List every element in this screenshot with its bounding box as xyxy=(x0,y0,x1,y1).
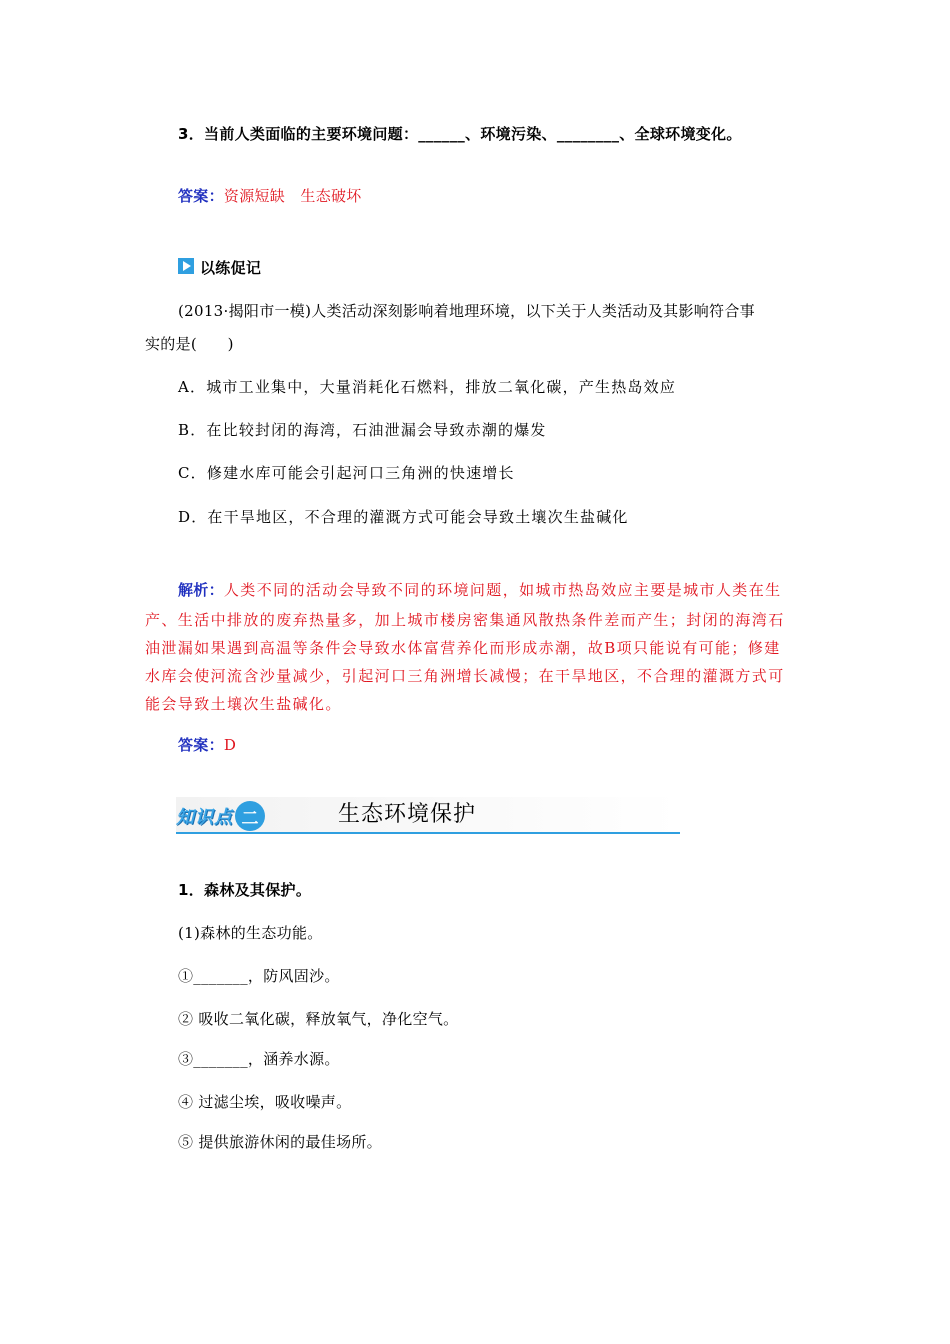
section-banner-underline xyxy=(176,832,680,834)
knowledge-point-badge xyxy=(176,801,265,831)
option-b: B．在比较封闭的海湾，石油泄漏会导致赤潮的爆发 xyxy=(178,421,547,439)
analysis-line-2: 产、生活中排放的废弃热量多，加上城市楼房密集通风散热条件差而产生；封闭的海湾石 xyxy=(145,611,785,629)
section-title: 生态环境保护 xyxy=(338,802,477,827)
practice-answer-text: D xyxy=(223,736,237,754)
option-c: C．修建水库可能会引起河口三角洲的快速增长 xyxy=(178,464,515,482)
analysis-label: 解析： xyxy=(178,581,224,599)
forest-item-2: ② 吸收二氧化碳，释放氧气，净化空气。 xyxy=(178,1010,459,1028)
forest-item-5: ⑤ 提供旅游休闲的最佳场所。 xyxy=(178,1133,382,1151)
option-a: A．城市工业集中，大量消耗化石燃料，排放二氧化碳，产生热岛效应 xyxy=(178,378,677,396)
analysis-line-5: 能会导致土壤次生盐碱化。 xyxy=(145,695,342,713)
practice-answer-label: 答案： xyxy=(178,736,224,754)
forest-item-4: ④ 过滤尘埃，吸收噪声。 xyxy=(178,1093,352,1111)
question-3: 3．当前人类面临的主要环境问题：______、环境污染、________、全球环境变化。 xyxy=(178,125,742,143)
forest-item-3: ③_______，涵养水源。 xyxy=(178,1050,340,1068)
badge-text: 知识点 xyxy=(176,807,233,828)
forest-heading: 1．森林及其保护。 xyxy=(178,881,312,899)
analysis-text-1: 人类不同的活动会导致不同的环境问题，如城市热岛效应主要是城市人类在生 xyxy=(223,581,782,599)
answer-label: 答案： xyxy=(178,187,224,205)
practice-question-line-1: (2013·揭阳市一模)人类活动深刻影响着地理环境，以下关于人类活动及其影响符合事 xyxy=(178,302,755,320)
answer-3 xyxy=(178,186,362,206)
forest-subheading: (1)森林的生态功能。 xyxy=(178,924,323,942)
answer-text: 资源短缺 生态破坏 xyxy=(223,187,362,205)
analysis-line-4: 水库会使河流含沙量减少，引起河口三角洲增长减慢；在干旱地区，不合理的灌溉方式可 xyxy=(145,667,785,685)
badge-number: 二 xyxy=(235,801,265,831)
play-arrow-icon xyxy=(178,258,194,274)
analysis-line-3: 油泄漏如果遇到高温等条件会导致水体富营养化而形成赤潮，故B项只能说有可能；修建 xyxy=(145,639,781,657)
forest-item-1: ①_______，防风固沙。 xyxy=(178,967,340,985)
practice-question-line-2: 实的是( ) xyxy=(145,335,234,353)
analysis-line-1 xyxy=(178,580,782,600)
option-d: D．在干旱地区，不合理的灌溉方式可能会导致土壤次生盐碱化 xyxy=(178,508,629,526)
practice-answer xyxy=(178,735,236,755)
practice-heading: 以练促记 xyxy=(200,259,262,277)
